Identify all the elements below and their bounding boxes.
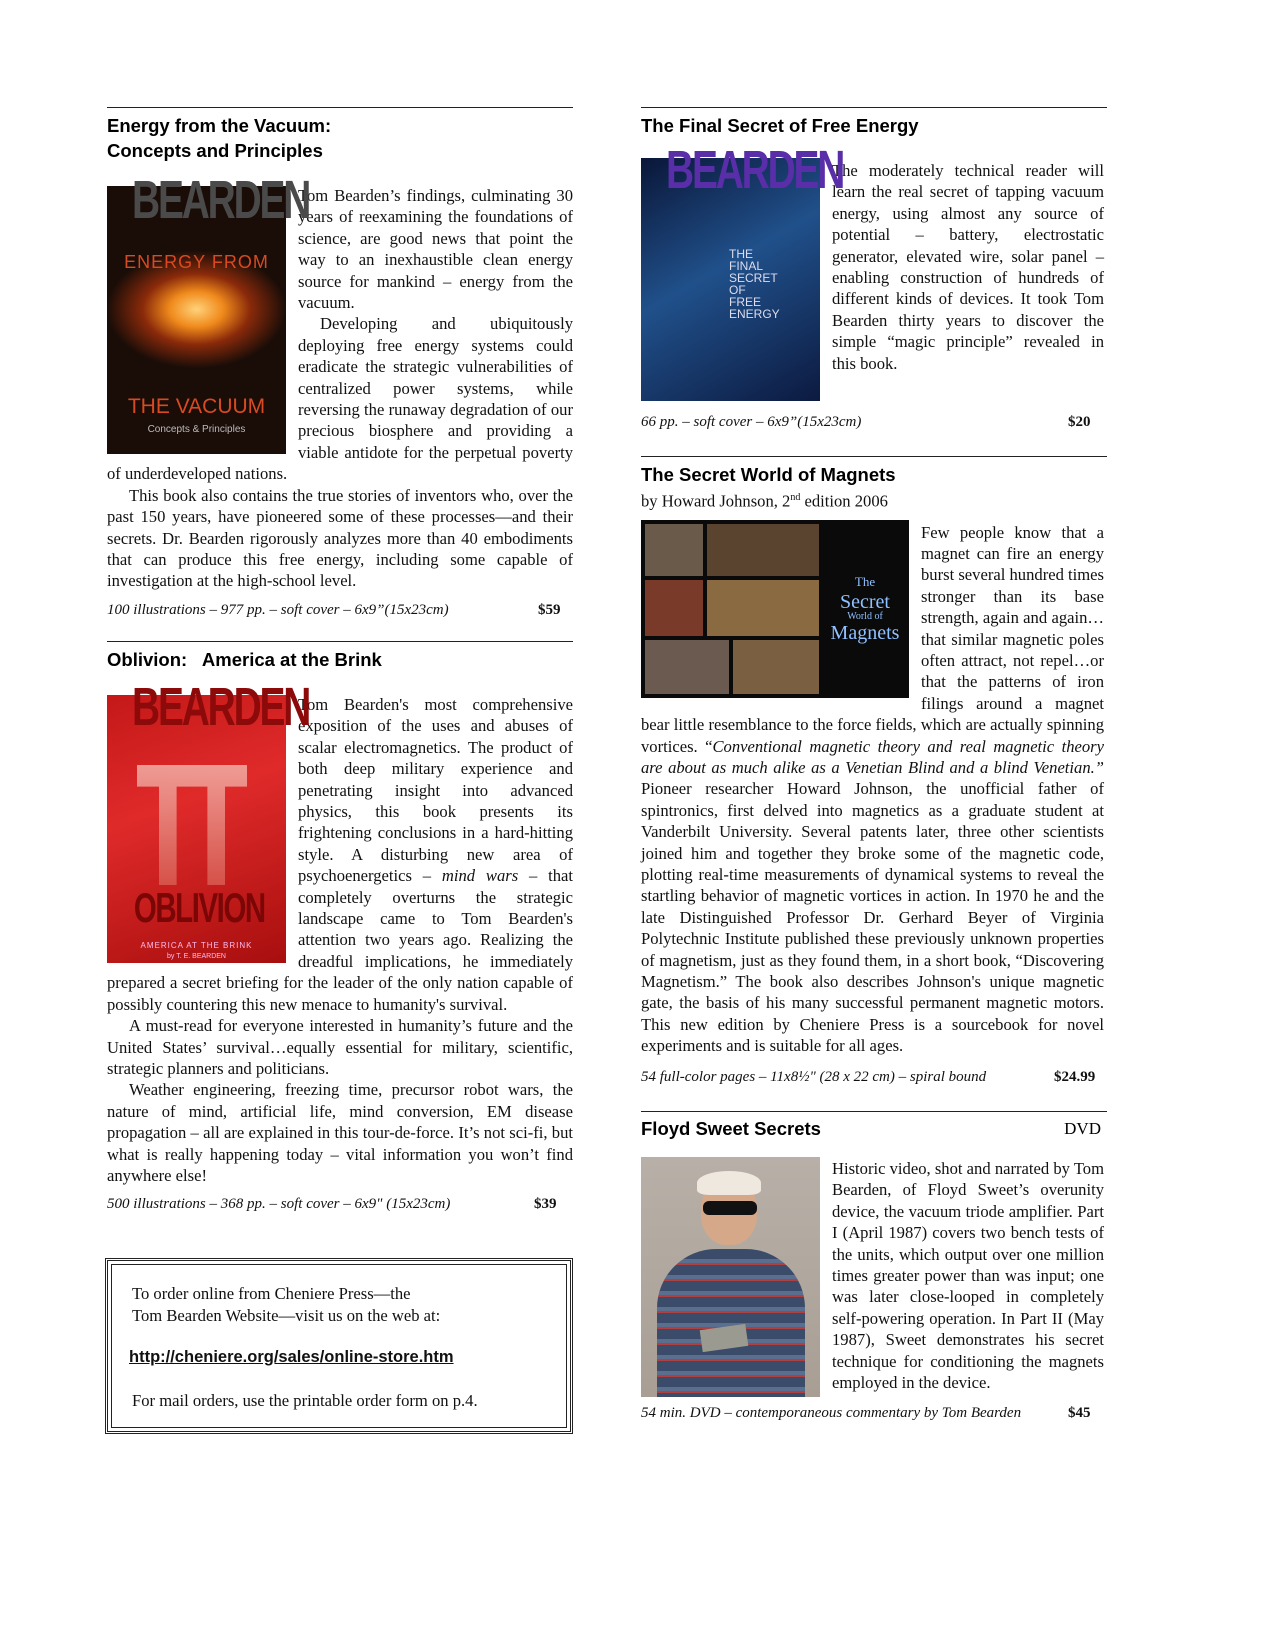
section-divider [641,456,1107,457]
book-description: The Secret World of Magnets Few people know that a magnet can fire an energy burst several hundred times stronger than its base strength, again and again…that similar magnetic poles often attract, not repel…or that the patterns of iron filings around a magnet bear little resemblance to the force fields, which are actually spinning vortices. “Conventional magnetic theory and real magnetic theory are about as much alike as a Venetian Blind and a blind Venetian.” Pioneer researcher Howard Johnson, the unofficial father of spintronics, first delved into magnetics as a graduate student at Vanderbilt University. Several patents later, three other scientists joined him and together they broke some of the magnetic code, plotting real-time measurements of dynamical systems to reveal the startling behavior of magnetic vortices in action. In 1970 he and the late Distinguished Professor Dr. Gerhard Beyer of Virginia Polytechnic Institute published these previously unknown properties of magnetism, just as they found them, in a short book, “Discovering Magnetism.” The book also describes Johnson's unique magnetic gate, the basis of his many successful permanent magnetic motors. This new edition by Cheniere Press is a sourcebook for novel experiments and is suitable for all ages. [641,522,1107,1057]
dvd-meta: 54 min. DVD – contemporaneous commentary by Tom Bearden $45 [641,1405,1091,1422]
book-title: Oblivion: America at the Brink [107,649,382,670]
ruins-illustration [137,765,247,885]
book-final-secret [641,107,1107,430]
book-meta: 66 pp. – soft cover – 6x9”(15x23cm) $20 [641,414,1091,430]
book-description: BEARDEN OBLIVION AMERICA AT THE BRINK by T. E. BEARDEN Tom Bearden's most comprehensive exposition of the uses and abuses of scalar electromagnetics. The product of both deep military experience and penetrating insight into advanced physics, this book presents its frightening conclusions in a hard-hitting style. A disturbing new area of psychoenergetics – mind wars – that completely overturns the strategic landscape came to Tom Bearden's attention two years ago. Realizing the dreadful implications, he immediately prepared a secret briefing for the leader of the only nation capable of possibly countering this new menace to humanity's survival. A must-read for everyone interested in humanity’s future and the United States’ survival…equally essential for military, scientific, strategic planners and politicians. Weather engineering, freezing time, precursor robot wars, the nature of mind, artificial life, mind conversion, EM disease propagation – all are explained in this tour-de-force. It’s not sci-fi, but what is really happening today – vital information you won’t find anywhere else! [107,677,574,1185]
store-link[interactable]: http://cheniere.org/sales/online-store.htm [129,1348,454,1366]
dvd-description: Historic video, shot and narrated by Tom Bearden, of Floyd Sweet’s overunity device, the vacuum triode amplifier. Part I (April 1987) covers two bench tests of the units, which output over one million times greater power than was input; one was later close-looped in completely self-powering operation. In Part II (May 1987), Sweet demonstrates his secret technique for conditioning the magnets employed in the device. [641,1158,1107,1393]
book-cover-final-secret[interactable]: BEARDEN THE FINAL SECRET OF FREE ENERGY [641,158,820,401]
section-divider [641,107,1107,108]
dvd-title: Floyd Sweet Secrets DVD [641,1118,1101,1139]
book-meta: 100 illustrations – 977 pp. – soft cover – 6x9”(15x23cm) $59 [107,601,561,618]
book-cover-secret-world-of-magnets[interactable]: The Secret World of Magnets [641,520,909,698]
price: $20 [1068,414,1091,430]
book-oblivion [107,641,573,1214]
book-title: Energy from the Vacuum: Concepts and Principles [107,115,332,161]
book-meta: 500 illustrations – 368 pp. – soft cover – 6x9" (15x23cm) $39 [107,1196,557,1213]
book-title: The Final Secret of Free Energy [641,115,919,136]
book-description: BEARDEN ENERGY FROM THE VACUUM Concepts & Principles Tom Bearden’s findings, culminating 30 years of reexamining the foundations of science, are good news that point the way to an inexhaustible clean energy source for mankind – energy from the vacuum. Developing and ubiquitously deploying free energy systems could eradicate the strategic vulnerabilities of centralized power systems, while reversing the runaway degradation of our precious biosphere and providing a viable antidote for the perpetual poverty of underdeveloped nations. This book also contains the true stories of inventors who, over the past 150 years, have pioneered some of these processes—and their secrets. Dr. Bearden rigorously analyzes more than 40 embodiments that can produce this free energy, including some capable of investigation at the high-school level. [107,170,573,591]
book-meta: 54 full-color pages – 11x8½" (28 x 22 cm) – spiral bound $24.99 [641,1068,1096,1085]
dvd-photo-floyd-sweet[interactable] [641,1157,820,1397]
book-cover-oblivion[interactable]: BEARDEN OBLIVION AMERICA AT THE BRINK by T. E. BEARDEN [107,695,286,963]
section-divider [641,1111,1107,1112]
mail-order-note: For mail orders, use the printable order form on p.4. [132,1391,478,1410]
order-text: To order online from Cheniere Press—the Tom Bearden Website—visit us on the web at: [132,1284,441,1325]
dvd-floyd-sweet-secrets [641,1111,1107,1423]
book-energy-from-vacuum [107,107,573,620]
order-info-box [105,1258,573,1434]
book-title: The Secret World of Magnets [641,464,896,485]
book-description: BEARDEN THE FINAL SECRET OF FREE ENERGY The moderately technical reader will learn the real secret of tapping vacuum energy, using almost any source of potential – battery, electrostatic generator, elevated wire, solar panel – enabling construction of hundreds of different kinds of devices. It took Tom Bearden thirty years to discover the simple “magic principle” revealed in this book. [641,160,1107,374]
book-byline: by Howard Johnson, 2nd edition 2006 [641,491,888,511]
book-cover-energy-from-vacuum[interactable]: BEARDEN ENERGY FROM THE VACUUM Concepts & Principles [107,186,286,454]
section-divider [107,641,573,642]
format-label: DVD [1064,1119,1101,1138]
section-divider [107,107,573,108]
price: $59 [538,601,561,618]
price: $45 [1068,1405,1091,1422]
cover-author: BEARDEN [132,170,310,230]
book-secret-world-of-magnets [641,456,1107,1087]
price: $24.99 [1054,1068,1096,1085]
price: $39 [534,1196,557,1213]
